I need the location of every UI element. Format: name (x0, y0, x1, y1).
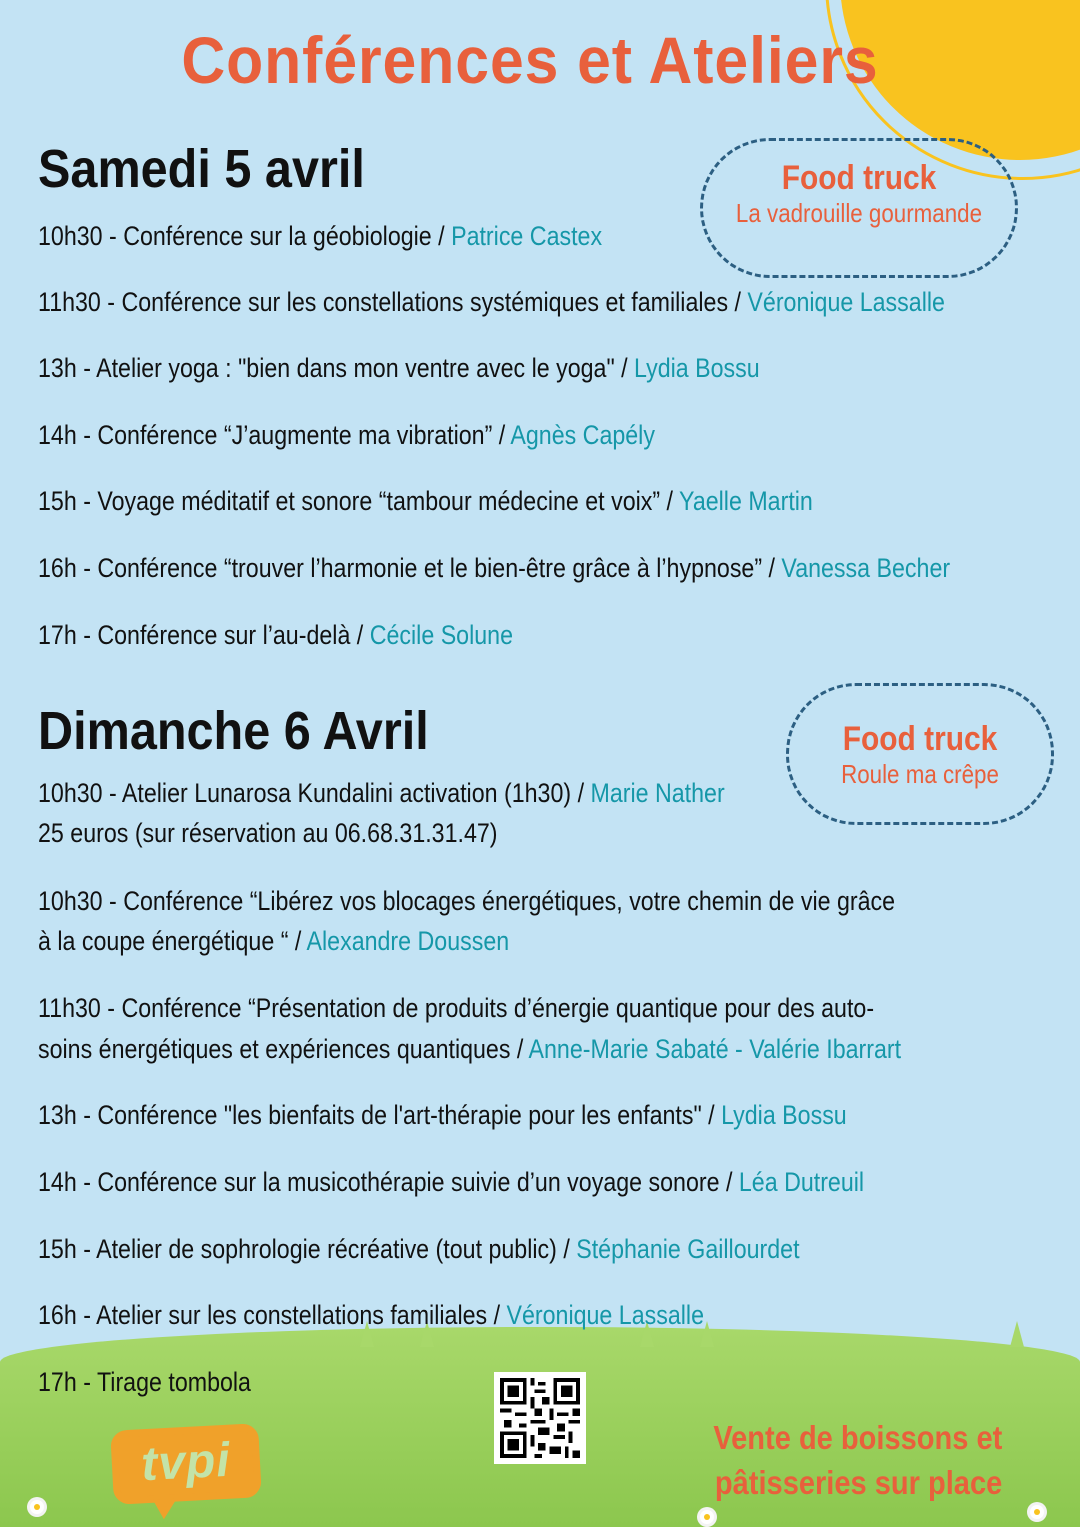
speaker-name: Patrice Castex (451, 221, 603, 251)
food-truck-saturday (700, 138, 1018, 278)
schedule-item: 17h - Conférence sur l’au-delà / Cécile Solune (38, 620, 514, 650)
schedule-item: 15h - Voyage méditatif et sonore “tambour médecine et voix” / Yaelle Martin (38, 486, 813, 516)
speaker-name: Anne-Marie Sabaté - Valérie Ibarrart (528, 1034, 902, 1064)
speaker-name: Cécile Solune (369, 620, 514, 650)
tvpi-logo (110, 1423, 262, 1505)
schedule-item: 16h - Atelier sur les constellations familiales / Véronique Lassalle (38, 1300, 705, 1330)
schedule-item-continued: soins énergétiques et expériences quantiques / Anne-Marie Sabaté - Valérie Ibarrart (38, 1034, 902, 1064)
speaker-name: Véronique Lassalle (747, 287, 945, 317)
flower-icon (30, 1500, 44, 1514)
schedule-item: 14h - Conférence sur la musicothérapie suivie d’un voyage sonore / Léa Dutreuil (38, 1167, 865, 1197)
schedule-item-detail: 25 euros (sur réservation au 06.68.31.31.47) (38, 818, 498, 848)
saturday-heading: Samedi 5 avril (38, 139, 365, 199)
schedule-item: 11h30 - Conférence sur les constellations systémiques et familiales / Véronique Lassalle (38, 287, 945, 317)
grass-tuft (1010, 1321, 1024, 1347)
schedule-item: 16h - Conférence “trouver l’harmonie et le bien-être grâce à l’hypnose” / Vanessa Becher (38, 553, 951, 583)
speaker-name: Agnès Capély (510, 420, 655, 450)
speaker-name: Lydia Bossu (634, 353, 760, 383)
flower-icon (700, 1510, 714, 1524)
speaker-name: Léa Dutreuil (738, 1167, 865, 1197)
food-truck-title: Food truck (781, 159, 937, 197)
schedule-item: 13h - Atelier yoga : "bien dans mon ventre avec le yoga" / Lydia Bossu (38, 353, 760, 383)
speaker-name: Lydia Bossu (721, 1100, 847, 1130)
schedule-item: 10h30 - Conférence sur la géobiologie / Patrice Castex (38, 221, 603, 251)
speaker-name: Marie Nather (590, 778, 725, 808)
food-truck-title: Food truck (842, 720, 998, 758)
schedule-item: 13h - Conférence "les bienfaits de l'art-thérapie pour les enfants" / Lydia Bossu (38, 1100, 847, 1130)
speaker-name: Alexandre Doussen (306, 926, 510, 956)
schedule-item: 17h - Tirage tombola (38, 1367, 251, 1397)
food-truck-name: Roule ma crêpe (841, 759, 999, 789)
food-truck-name: La vadrouille gourmande (735, 198, 983, 228)
sale-notice: Vente de boissons et pâtisseries sur place (713, 1419, 1002, 1501)
speaker-name: Yaelle Martin (679, 486, 813, 516)
speaker-name: Véronique Lassalle (506, 1300, 705, 1330)
schedule-item: 10h30 - Conférence “Libérez vos blocages énergétiques, votre chemin de vie grâce (38, 886, 896, 916)
schedule-item: 11h30 - Conférence “Présentation de produits d’énergie quantique pour des auto- (38, 993, 875, 1023)
page-title: Conférences et Ateliers (181, 23, 879, 97)
schedule-item: 14h - Conférence “J’augmente ma vibration” / Agnès Capély (38, 420, 655, 450)
flower-icon (1030, 1505, 1044, 1519)
sunday-heading: Dimanche 6 Avril (38, 701, 429, 761)
logo-text: tvpi (139, 1433, 232, 1492)
speaker-name: Vanessa Becher (781, 553, 951, 583)
schedule-item: 10h30 - Atelier Lunarosa Kundalini activation (1h30) / Marie Nather (38, 778, 725, 808)
schedule-item-continued: à la coupe énergétique “ / Alexandre Doussen (38, 926, 510, 956)
schedule-item: 15h - Atelier de sophrologie récréative (tout public) / Stéphanie Gaillourdet (38, 1234, 800, 1264)
logo-speech-tail (153, 1499, 178, 1520)
food-truck-sunday (786, 683, 1054, 825)
qr-code-icon[interactable] (494, 1372, 586, 1464)
speaker-name: Stéphanie Gaillourdet (576, 1234, 800, 1264)
